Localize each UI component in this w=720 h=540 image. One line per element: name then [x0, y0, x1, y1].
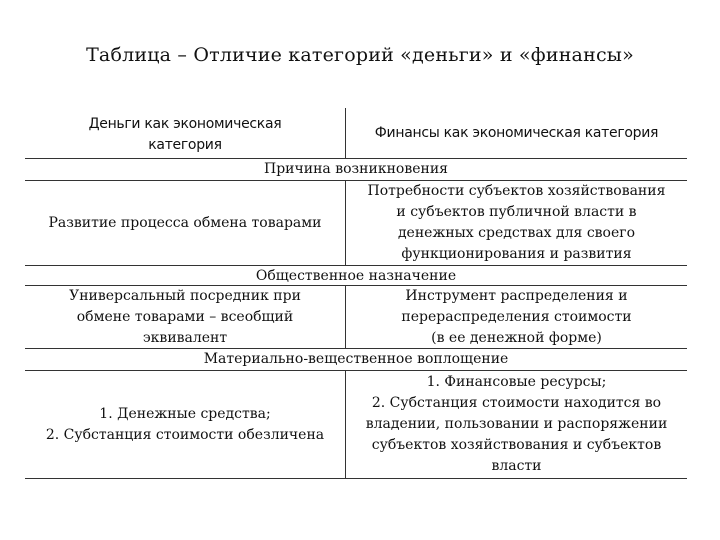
cell-line: денежных средствах для своего	[397, 225, 636, 241]
header-money-line: категория	[148, 137, 222, 153]
cell-line: владении, пользовании и распоряжении	[365, 416, 668, 432]
cell-line: 1. Денежные средства;	[99, 405, 271, 422]
header-finance-label: Финансы как экономическая категория	[374, 124, 659, 141]
cell-line: Развитие процесса обмена товарами	[48, 214, 322, 231]
section-heading-purpose: Общественное назначение	[25, 266, 687, 286]
section-heading-reason: Причина возникновения	[25, 159, 687, 181]
cell-line: 2. Субстанция стоимости находится во	[371, 395, 662, 411]
table-title: Таблица – Отличие категорий «деньги» и «финансы»	[86, 44, 634, 66]
table-row	[25, 286, 687, 349]
header-money	[25, 108, 345, 158]
table-header-row	[25, 108, 687, 159]
money-cell	[25, 371, 345, 478]
cell-line: и субъектов публичной власти в	[396, 204, 637, 220]
cell-line: эквивалент	[142, 329, 228, 346]
cell-line: обмене товарами – всеобщий	[76, 308, 294, 325]
finance-cell	[345, 181, 687, 265]
cell-line: 1. Финансовые ресурсы;	[426, 374, 607, 390]
money-cell	[25, 286, 345, 348]
cell-line: Универсальный посредник при	[69, 287, 301, 304]
table-row	[25, 181, 687, 266]
header-money-line: Деньги как экономическая	[88, 116, 282, 132]
cell-line: власти	[491, 458, 542, 474]
cell-line: (в ее денежной форме)	[431, 329, 602, 346]
money-cell	[25, 181, 345, 265]
cell-line: функционирования и развития	[401, 246, 632, 262]
comparison-table	[25, 108, 687, 479]
cell-line: перераспределения стоимости	[401, 308, 632, 325]
cell-line: Потребности субъектов хозяйствования	[367, 183, 666, 199]
finance-cell	[345, 286, 687, 348]
table-row	[25, 371, 687, 479]
finance-cell	[345, 371, 687, 478]
section-heading-material: Материально-вещественное воплощение	[25, 349, 687, 371]
cell-line: субъектов хозяйствования и субъектов	[371, 437, 662, 453]
cell-line: 2. Субстанция стоимости обезличена	[45, 426, 325, 443]
header-finance	[345, 108, 687, 158]
cell-line: Инструмент распределения и	[405, 287, 628, 304]
